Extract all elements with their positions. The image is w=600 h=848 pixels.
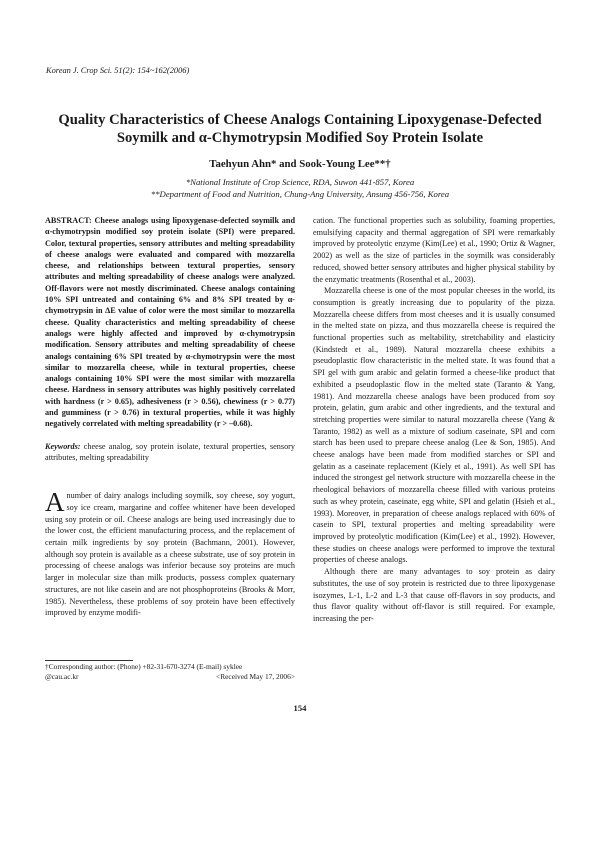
authors: Taehyun Ahn* and Sook-Young Lee**† (209, 158, 391, 170)
paper-title (40, 111, 560, 147)
body-paragraph-3: Although there are many advantages to soy protein as dairy substitutes, the use of soy protein is restricted due to three lipoxygenase isozymes, L-1, L-2 and L-3 that cause off-flavors in soy products, and thus flavor quality without off-flavor is still required. For example, increasing the per- (313, 567, 555, 623)
footnote-rule (45, 660, 133, 661)
intro-paragraph (45, 487, 295, 619)
footnote-received: <Received May 17, 2006> (216, 672, 295, 682)
affiliation-1: *National Institute of Crop Science, RDA, Suwon 441-857, Korea (185, 177, 415, 187)
keywords-text: cheese analog, soy protein isolate, textural properties, sensory attributes, melting spreadability (45, 441, 295, 462)
abstract: ABSTRACT: Cheese analogs using lipoxygenase-defected soymilk and α-chymotrypsin modified soy protein isolate (SPI) were prepared. Color, textural properties, sensory attributes and melting spreadability of cheese analogs were evaluated and compared with mozzarella cheese, and relationships between textural properties, sensory attributes and melting spreadability of cheese analogs were analyzed. Off-flavors were not mostly discriminated. Cheese analogs containing 10% SPI untreated and containing 6% and 8% SPI treated by α-chymotrypsin in ΔE value of color were the most similar to mozzarella cheese. Quality characteristics and melting spreadability of cheese analogs were highly affected and improved by α-chymotrypsin modification. Sensory attributes and melting spreadability of cheese analogs containing 6% SPI treated by α-chymotrypsin were the most similar to mozzarella cheese, while in textural properties, cheese analogs containing 10% SPI were the most similar with mozzarella cheese. Hardness in sensory attributes was highly positively correlated with hardness (r > 0.65), adhesiveness (r > 0.56), chewiness (r > 0.77) and gumminess (r > 0.76) in textural properties, while it was highly negatively correlated with melting spreadability (r > –0.68). (45, 216, 295, 429)
body-paragraph-1: cation. The functional properties such as solubility, foaming properties, emulsifying capacity and thermal aggregation of SPI were remarkably improved by proteolytic enzyme (Kim(Lee) et al., 1990; Ortiz & Wagner, 2002) as well as the size of particles in the soymilk was considerably reduced, showed better sensory attributes and higher physical stability by the enzymatic treatments (Rosenthal et al., 2003). (313, 216, 555, 284)
keywords-label: Keywords: (45, 441, 81, 451)
drop-cap: A (45, 487, 65, 518)
footnote (45, 662, 295, 683)
title-line-2: Soymilk and α-Chymotrypsin Modified Soy Protein Isolate (116, 130, 484, 146)
keywords (45, 441, 295, 464)
affiliation-2: **Department of Food and Nutrition, Chung-Ang University, Ansung 456-756, Korea (150, 189, 450, 199)
footnote-email: @cau.ac.kr (45, 672, 79, 682)
body-paragraph-2: Mozzarella cheese is one of the most popular cheeses in the world, its consumption is greatly increasing due to popularity of the pizza. Mozzarella cheese differs from most cheeses and it is usually consumed in the melted state on pizza, and thus mozzarella cheese is required the functional properties such as meltability, stretchability and elasticity (Kindstedt et al., 1989). Natural mozzarella cheese exhibits a pseudoplastic flow characteristic in the melted state. It was found that a SPI gel with gum arabic and gelatin formed a cheese-like product that exhibited a pseudoplastic flow in the melted state (Taranto & Yang, 1981). And mozzarella cheese analogs have been produced from soy protein, gelatin, gum arabic and other ingredients, and the textural and stretching properties were similar to natural mozzarella cheese (Yang & Taranto, 1982) as well as a mixture of sodium caseinate, SPI and corn starch has been used to prepare cheese analog (Lee & Son, 1985). And cheese analogs have been made from modified starches or SPI and gelatin as a caseinate replacement (Kiely et al., 1991). As well SPI has induced the strongest gel network structure with mozzarella cheese in the rheological behaviors of mozzarella cheese filled with various proteins such as whey protein, caseinate, egg white, SPI and gelatin (Hsieh et al., 1993). Moreover, in preparation of cheese analogs replaced with 60% of casein to SPI, textural properties and melting spreadability were improved by proteolytic modification (Kim(Lee) et al., 1992). However, these studies on cheese analogs were performed to improve the textural properties of cheese analogs. (313, 286, 555, 565)
intro-text: number of dairy analogs including soymilk, soy cheese, soy yogurt, soy ice cream, margarine and coffee whitener have been developed using soy protein or oil. Cheese analogs are being used increasingly due to the lower cost, the efficient manufacturing process, and the replacement of certain milk ingredients by soy protein (Bachmann, 2001). However, although soy protein is available as a cheese substrate, use of soy protein in processing of cheese analogs was inferior because soy proteins are much larger in molecular size than milk products, possess complex quaternary structures, are not like casein and are not phosphoproteins (Brooks & Morr, 1985). Nevertheless, these problems of soy protein have been effectively improved by enzyme modifi- (45, 491, 295, 618)
right-column (313, 215, 555, 625)
footnote-corresponding: †Corresponding author: (Phone) +82-31-670-3274 (E-mail) syklee (45, 662, 243, 671)
journal-citation: Korean J. Crop Sci. 51(2): 154~162(2006) (46, 66, 190, 75)
left-column (45, 215, 295, 619)
title-line-1: Quality Characteristics of Cheese Analogs Containing Lipoxygenase-Defected (58, 112, 542, 128)
page-number: 154 (293, 703, 307, 713)
